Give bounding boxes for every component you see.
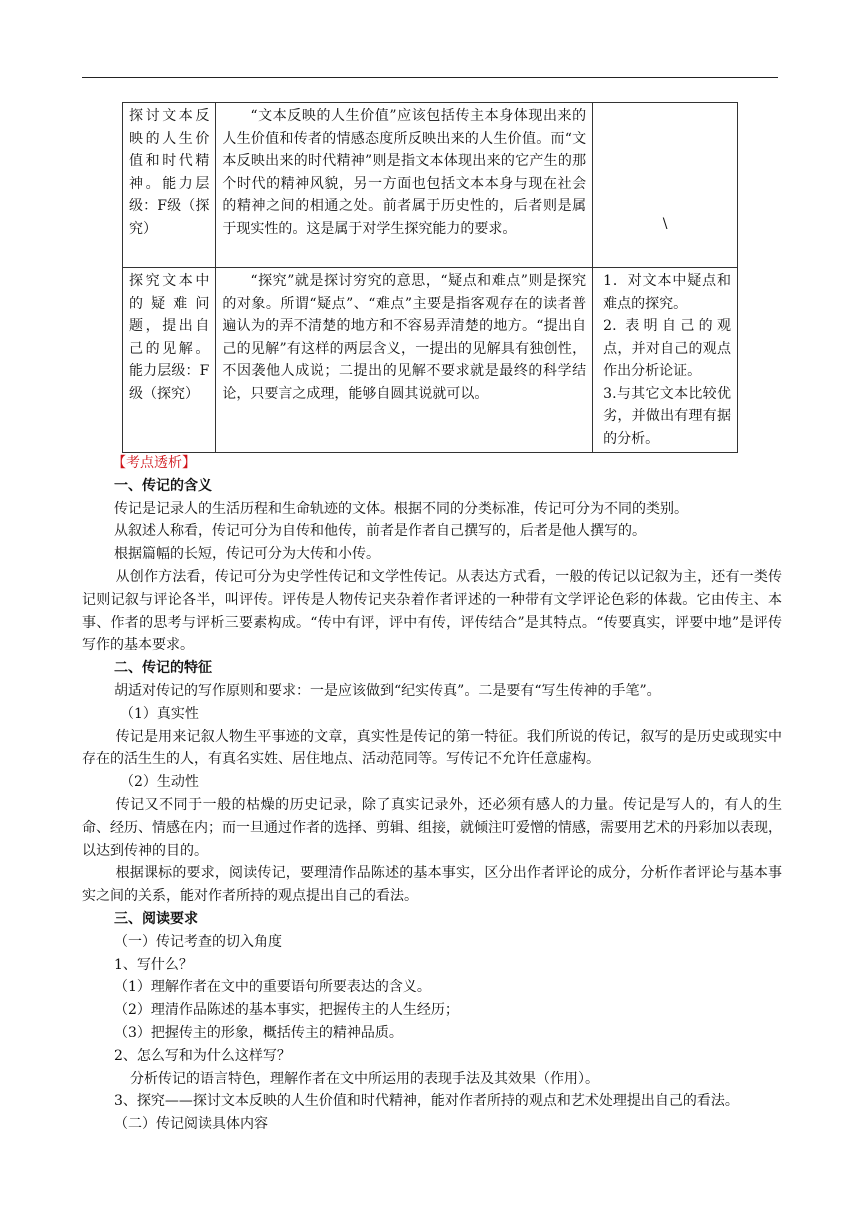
question: 2、怎么写和为什么这样写？ (114, 1047, 291, 1064)
empty-mark: \ (662, 216, 668, 232)
list-item: （1）理解作者在文中的重要语句所要表达的含义。 (114, 979, 431, 996)
paragraph: 传记是记录人的生活历程和生命轨迹的文体。根据不同的分类标准，传记可分为不同的类别。 (114, 500, 688, 517)
paragraph: 传记是用来记叙人物生平事迹的文章，真实性是传记的第一特征。我们所说的传记，叙写的是历史或现实中存在的活生生的人，有真名实姓、居住地点、活动范同等。写传记不允许任意虚构。 (82, 728, 782, 768)
table-cell-explanation: “探究”就是探讨穷究的意思，“疑点和难点”则是探究的对象。所谓“疑点”、“难点”主要是指客观存在的读者普遍认为的弄不清楚的地方和不容易弄清楚的地方。“提出自己的见解”有这样的两层含义，一提出的见解具有独创性，不因袭他人成说；二提出的见解不要求就是最终的科学结论，只要言之成理，能够自圆其说就可以。 (216, 268, 593, 453)
task-item: 2. 表明自己的观点，并对自己的观点作出分析论证。 (603, 318, 731, 379)
paragraph: 分析传记的语言特色，理解作者在文中所运用的表现手法及其效果（作用）。 (130, 1070, 599, 1087)
question: 3、探究——探讨文本反映的人生价值和时代精神，能对作者所持的观点和艺术处理提出自己的看法。 (114, 1093, 739, 1110)
task-item: 3.与其它文本比较优劣，并做出有理有据的分析。 (603, 385, 731, 447)
section-heading: 三、阅读要求 (114, 910, 198, 927)
list-item: （2）理清作品陈述的基本事实，把握传主的人生经历； (114, 1002, 459, 1019)
list-item: （3）把握传主的形象，概括传主的精神品质。 (114, 1024, 403, 1041)
paragraph: 根据课标的要求，阅读传记，要理清作品陈述的基本事实，区分出作者评论的成分，分析作者评论与基本事实之间的关系，能对作者所持的观点提出自己的看法。 (82, 865, 782, 905)
header-rule (82, 77, 778, 78)
document-body (82, 452, 782, 1136)
table-cell-tasks (593, 103, 738, 268)
section-heading: 一、传记的含义 (114, 477, 212, 494)
requirements-table (122, 102, 738, 453)
subheading: （二）传记阅读具体内容 (114, 1116, 268, 1133)
table-row (123, 103, 738, 268)
question: 1、写什么？ (114, 956, 193, 973)
section-heading: 二、传记的特征 (114, 660, 212, 677)
table-row (123, 268, 738, 453)
table-cell-explanation: “文本反映的人生价值”应该包括传主本身体现出来的人生价值和传者的情感态度所反映出来的人生价值。而“文本反映出来的时代精神”则是指文本体现出来的它产生的那个时代的精神风貌，另一方面也包括文本本身与现在社会的精神之间的相通之处。前者属于历史性的，后者则是属于现实性的。这是属于对学生探究能力的要求。 (216, 103, 593, 268)
task-item: 1．对文本中疑点和难点的探究。 (603, 273, 731, 312)
paragraph: 传记又不同于一般的枯燥的历史记录，除了真实记录外，还必须有感人的力量。传记是写人的，有人的生命、经历、情感在内；而一旦通过作者的选择、剪辑、组接，就倾注叮爱憎的情感，需要用艺术的丹彩加以表现，以达到传神的目的。 (82, 796, 782, 859)
section-label: 【考点透析】 (112, 455, 196, 471)
paragraph: 胡适对传记的写作原则和要求：一是应该做到“纪实传真”。二是要有“写生传神的手笔”。 (114, 682, 661, 699)
paragraph: 根据篇幅的长短，传记可分为大传和小传。 (114, 546, 380, 563)
subheading: （1）真实性 (120, 705, 199, 722)
paragraph: 从叙述人称看，传记可分为自传和他传，前者是作者自己撰写的，后者是他人撰写的。 (114, 523, 646, 540)
subheading: （一）传记考查的切入角度 (114, 933, 282, 950)
paragraph: 从创作方法看，传记可分为史学性传记和文学性传记。从表达方式看，一般的传记以记叙为主，还有一类传记则记叙与评论各半，叫评传。评传是人物传记夹杂着作者评述的一种带有文学评论色彩的体裁。它由传主、本事、作者的思考与评析三要素构成。“传中有评，评中有传，评传结合”是其特点。“传要真实，评要中地”是评传写作的基本要求。 (82, 568, 782, 654)
subheading: （2）生动性 (120, 774, 199, 791)
table-cell-objective: 探讨文本反映的人生价值和时代精神。能力层级：F级（探究） (123, 103, 216, 268)
table-cell-objective: 探究文本中的疑难问题，提出自己的见解。能力层级：F级（探究） (123, 268, 216, 453)
table-cell-tasks (593, 268, 738, 453)
